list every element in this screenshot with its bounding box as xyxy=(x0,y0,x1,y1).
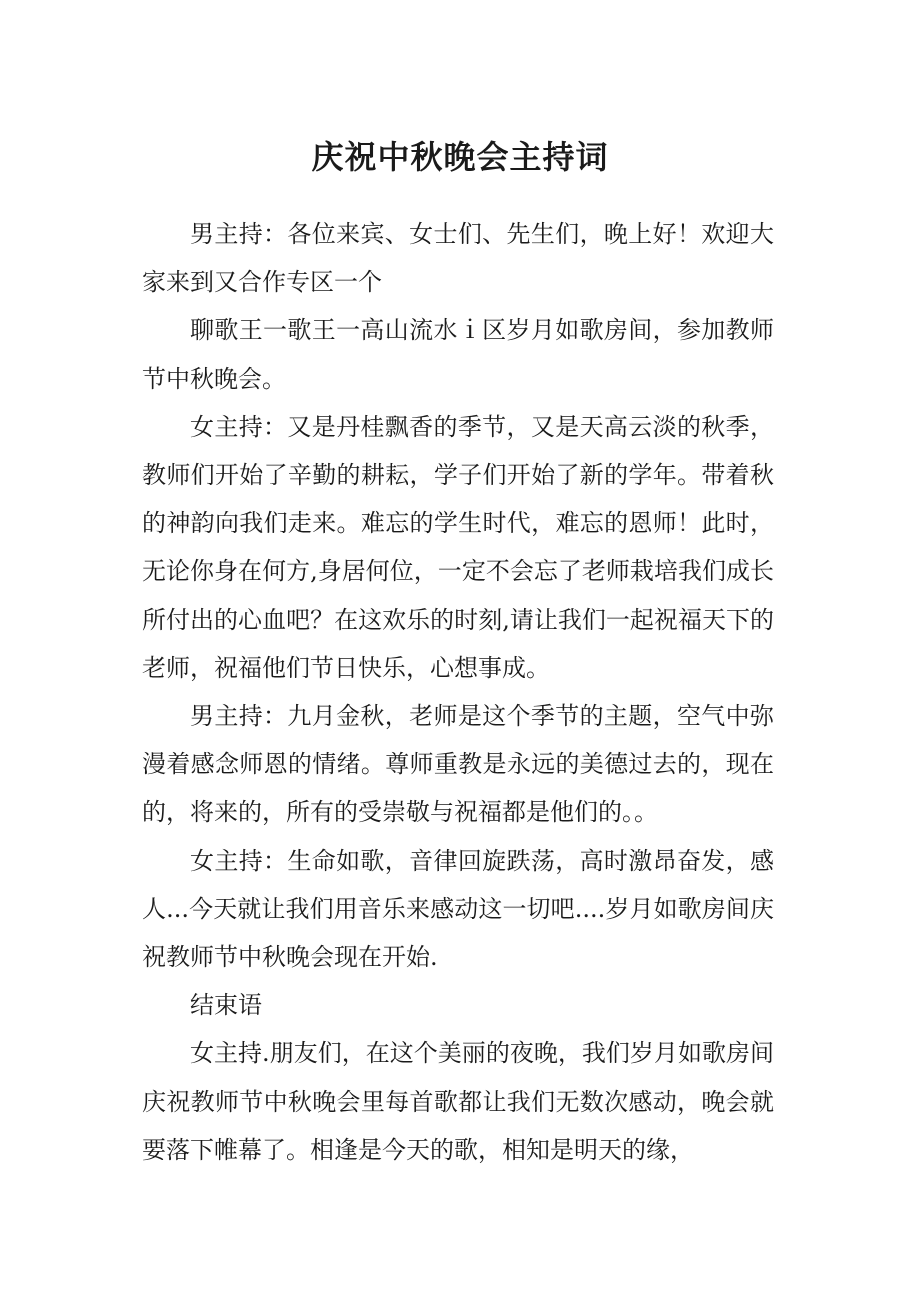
paragraph-room-intro: 聊歌王一歌王一高山流水ｉ区岁月如歌房间，参加教师节中秋晚会。 xyxy=(142,316,774,393)
paragraph-male-host-autumn: 男主持：九月金秋，老师是这个季节的主题，空气中弥漫着感念师恩的情绪。尊师重教是永远的美德过去的，现在的，将来的，所有的受崇敬与祝福都是他们的。。 xyxy=(142,702,774,827)
section-heading-closing: 结束语 xyxy=(190,991,262,1020)
paragraph-female-host-closing: 女主持.朋友们，在这个美丽的夜晚，我们岁月如歌房间庆祝教师节中秋晚会里每首歌都让我们无数次感动，晚会就要落下帷幕了。相逢是今天的歌，相知是明天的缘， xyxy=(142,1039,774,1164)
paragraph-female-host-start: 女主持：生命如歌，音律回旋跌荡，高时激昂奋发，感人...今天就让我们用音乐来感动这一切吧....岁月如歌房间庆祝教师节中秋晚会现在开始. xyxy=(142,846,774,972)
document-title: 庆祝中秋晚会主持词 xyxy=(311,138,609,177)
paragraph-female-host-opening: 女主持：又是丹桂飘香的季节，又是天高云淡的秋季，教师们开始了辛勤的耕耘，学子们开始了新的学年。带着秋的神韵向我们走来。难忘的学生时代，难忘的恩师！此时，无论你身在何方,身居何位，一定不会忘了老师栽培我们成长所付出的心血吧？在这欢乐的时刻,请让我们一起祝福天下的老师，祝福他们节日快乐，心想事成。 xyxy=(142,412,774,682)
paragraph-male-host-greeting: 男主持：各位来宾、女士们、先生们，晚上好！欢迎大家来到又合作专区一个 xyxy=(142,220,774,297)
document-body xyxy=(142,210,774,1174)
